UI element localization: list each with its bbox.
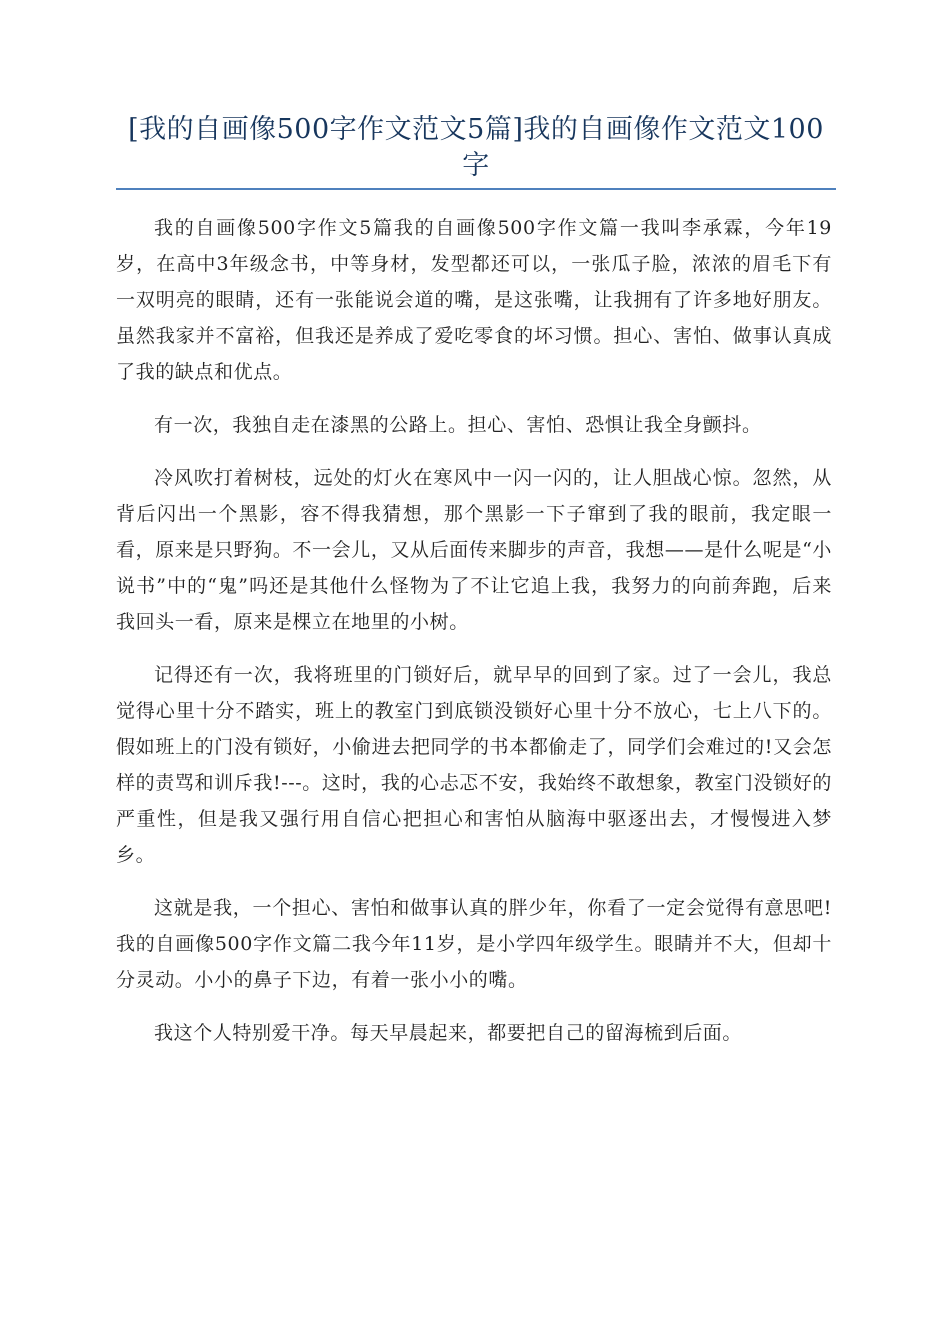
title-block	[116, 112, 836, 190]
paragraph: 冷风吹打着树枝，远处的灯火在寒风中一闪一闪的，让人胆战心惊。忽然，从背后闪出一个黑影，容不得我猜想，那个黑影一下子窜到了我的眼前，我定眼一看，原来是只野狗。不一会儿，又从后面传来脚步的声音，我想——是什么呢是“小说书”中的“鬼”吗还是其他什么怪物为了不让它追上我，我努力的向前奔跑，后来我回头一看，原来是棵立在地里的小树。	[116, 467, 832, 633]
paragraph: 这就是我，一个担心、害怕和做事认真的胖少年，你看了一定会觉得有意思吧!我的自画像500字作文篇二我今年11岁，是小学四年级学生。眼睛并不大，但却十分灵动。小小的鼻子下边，有着一张小小的嘴。	[116, 897, 832, 991]
document-title: [我的自画像500字作文范文5篇]我的自画像作文范文100字	[128, 114, 824, 181]
paragraph: 有一次，我独自走在漆黑的公路上。担心、害怕、恐惧让我全身颤抖。	[154, 414, 762, 436]
paragraph: 记得还有一次，我将班里的门锁好后，就早早的回到了家。过了一会儿，我总觉得心里十分不踏实，班上的教室门到底锁没锁好心里十分不放心，七上八下的。假如班上的门没有锁好，小偷进去把同学的书本都偷走了，同学们会难过的!又会怎样的责骂和训斥我!---。这时，我的心忐忑不安，我始终不敢想象，教室门没锁好的严重性，但是我又强行用自信心把担心和害怕从脑海中驱逐出去，才慢慢进入梦乡。	[116, 664, 832, 866]
document-body	[116, 210, 832, 1068]
paragraph: 我这个人特别爱干净。每天早晨起来，都要把自己的留海梳到后面。	[154, 1022, 743, 1044]
paragraph: 我的自画像500字作文5篇我的自画像500字作文篇一我叫李承霖，今年19岁，在高中3年级念书，中等身材，发型都还可以，一张瓜子脸，浓浓的眉毛下有一双明亮的眼睛，还有一张能说会道的嘴，是这张嘴，让我拥有了许多地好朋友。虽然我家并不富裕，但我还是养成了爱吃零食的坏习惯。担心、害怕、做事认真成了我的缺点和优点。	[116, 217, 832, 383]
